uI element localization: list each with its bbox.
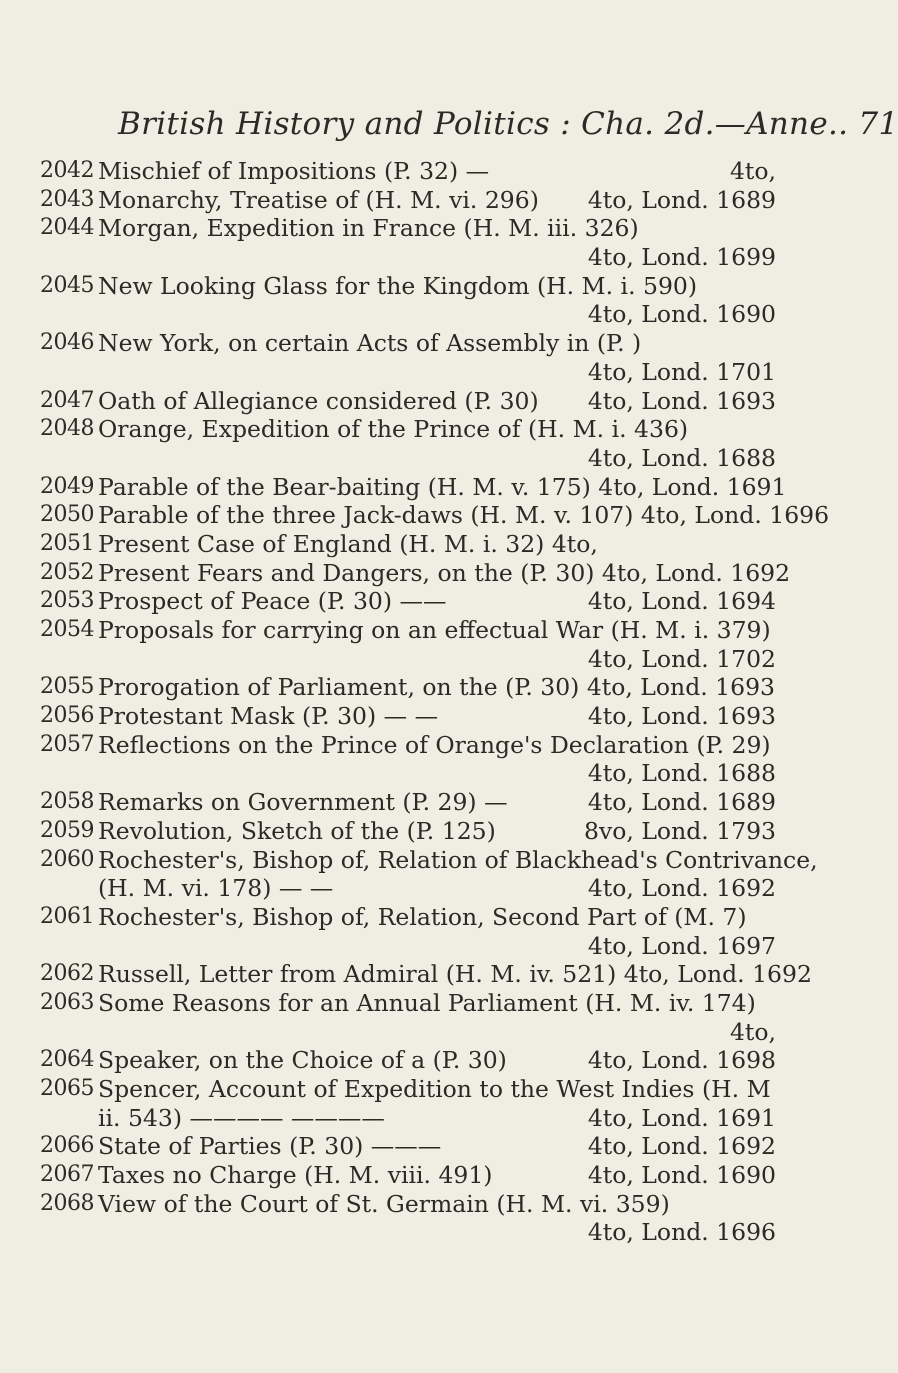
entry-imprint: 4to, Lond. 1691: [587, 1103, 776, 1132]
lot-number: 2062: [40, 961, 94, 987]
catalogue-entry: [40, 960, 812, 989]
entry-list: [40, 157, 830, 1247]
entry-imprint: 4to, Lond. 1699: [587, 243, 776, 272]
entry-imprint: 4to, Lond. 1693: [587, 386, 776, 415]
catalogue-entry: [40, 587, 776, 616]
entry-continuation: [40, 932, 776, 961]
catalogue-entry: [40, 1132, 776, 1161]
entry-title: Reflections on the Prince of Orange's Declaration (P. 29): [98, 730, 771, 759]
lot-number: 2053: [40, 588, 94, 614]
catalogue-entry: [40, 1161, 776, 1190]
entry-continuation: [40, 874, 776, 903]
entry-title: Prospect of Peace (P. 30) ——: [98, 587, 447, 616]
catalogue-entry: [40, 387, 776, 416]
catalogue-entry: [40, 272, 776, 301]
entry-imprint: 4to, Lond. 1689: [587, 185, 776, 214]
entry-title: Parable of the three Jack-daws (H. M. v. 107) 4to, Lond. 1696: [98, 501, 830, 530]
lot-number: 2044: [40, 215, 94, 241]
lot-number: 2068: [40, 1190, 94, 1216]
entry-title: New York, on certain Acts of Assembly in (P. ): [98, 329, 642, 358]
entry-continuation: [40, 1018, 776, 1047]
catalogue-entry: [40, 702, 776, 731]
entry-continuation: [40, 759, 776, 788]
catalogue-entry: [40, 501, 830, 530]
catalogue-entry: [40, 817, 776, 846]
catalogue-entry: [40, 673, 776, 702]
entry-imprint: 8vo, Lond. 1793: [584, 816, 776, 845]
catalogue-entry: [40, 731, 776, 760]
catalogue-entry: [40, 1075, 776, 1104]
entry-imprint: 4to, Lond. 1692: [587, 874, 776, 903]
lot-number: 2064: [40, 1047, 94, 1073]
entry-title: Revolution, Sketch of the (P. 125): [98, 816, 496, 845]
lot-number: 2067: [40, 1162, 94, 1188]
entry-title: View of the Court of St. Germain (H. M. vi. 359): [98, 1189, 670, 1218]
lot-number: 2061: [40, 903, 94, 929]
lot-number: 2057: [40, 731, 94, 757]
lot-number: 2050: [40, 502, 94, 528]
catalogue-entry: [40, 1046, 776, 1075]
entry-continuation: [40, 1104, 776, 1133]
lot-number: 2043: [40, 186, 94, 212]
entry-imprint: 4to, Lond. 1690: [587, 1161, 776, 1190]
entry-title: New Looking Glass for the Kingdom (H. M. i. 590): [98, 271, 698, 300]
entry-imprint: 4to,: [729, 157, 776, 185]
lot-number: 2058: [40, 789, 94, 815]
entry-title: State of Parties (P. 30) ———: [98, 1132, 442, 1161]
entry-imprint: 4to, Lond. 1701: [587, 357, 776, 386]
entry-imprint: 4to, Lond. 1696: [587, 1218, 776, 1247]
catalogue-entry: [40, 214, 776, 243]
entry-title: Rochester's, Bishop of, Relation of Blackhead's Contrivance,: [98, 845, 818, 874]
entry-continuation: [40, 243, 776, 272]
lot-number: 2047: [40, 387, 94, 413]
lot-number: 2052: [40, 559, 94, 585]
entry-title: Russell, Letter from Admiral (H. M. iv. 521) 4to, Lond. 1692: [98, 960, 812, 989]
catalogue-entry: [40, 415, 776, 444]
entry-title: Morgan, Expedition in France (H. M. iii. 326): [98, 214, 639, 243]
entry-title: Speaker, on the Choice of a (P. 30): [98, 1046, 507, 1075]
lot-number: 2045: [40, 272, 94, 298]
lot-number: 2048: [40, 416, 94, 442]
entry-title: Some Reasons for an Annual Parliament (H. M. iv. 174): [98, 988, 756, 1017]
entry-imprint: 4to, Lond. 1688: [587, 759, 776, 788]
entry-title: Present Case of England (H. M. i. 32) 4to,: [98, 529, 598, 558]
entry-imprint: 4to, Lond. 1694: [587, 587, 776, 616]
entry-title: Orange, Expedition of the Prince of (H. M. i. 436): [98, 415, 689, 444]
lot-number: 2054: [40, 617, 94, 642]
lot-number: 2065: [40, 1076, 94, 1101]
catalogue-entry: [40, 989, 776, 1018]
catalogue-entry: [40, 1190, 776, 1219]
lot-number: 2060: [40, 846, 94, 872]
entry-title: Proposals for carrying on an effectual War (H. M. i. 379): [98, 616, 771, 644]
entry-title: Present Fears and Dangers, on the (P. 30) 4to, Lond. 1692: [98, 558, 791, 587]
catalogue-entry: [40, 788, 776, 817]
lot-number: 2046: [40, 330, 94, 356]
catalogue-entry: [40, 616, 776, 645]
entry-imprint: 4to, Lond. 1689: [587, 788, 776, 817]
entry-title: Mischief of Impositions (P. 32) —: [98, 157, 490, 185]
lot-number: 2063: [40, 989, 94, 1015]
entry-title-continued: ii. 543) ———— ————: [98, 1103, 385, 1132]
lot-number: 2051: [40, 530, 94, 556]
catalogue-entry: [40, 329, 776, 358]
entry-continuation: [40, 358, 776, 387]
catalogue-entry: [40, 845, 818, 875]
lot-number: 2056: [40, 703, 94, 729]
entry-continuation: [40, 1218, 776, 1247]
entry-title: Remarks on Government (P. 29) —: [98, 788, 508, 817]
entry-title: Monarchy, Treatise of (H. M. vi. 296): [98, 185, 539, 214]
entry-imprint: 4to, Lond. 1692: [587, 1132, 776, 1161]
lot-number: 2059: [40, 817, 94, 843]
catalogue-entry: [40, 903, 776, 932]
catalogue-entry: [40, 186, 776, 215]
entry-title: Oath of Allegiance considered (P. 30): [98, 386, 539, 415]
entry-title: Prorogation of Parliament, on the (P. 30) 4to, Lond. 1693: [98, 673, 775, 702]
entry-continuation: [40, 645, 776, 674]
running-header: British History and Politics : Cha. 2d.—Anne.. 71: [118, 106, 898, 142]
lot-number: 2055: [40, 674, 94, 700]
catalogue-entry: [40, 157, 776, 186]
lot-number: 2042: [40, 158, 94, 183]
catalogue-entry: [40, 530, 776, 559]
entry-imprint: 4to,: [729, 1017, 776, 1046]
entry-title: Taxes no Charge (H. M. viii. 491): [98, 1161, 493, 1190]
entry-imprint: 4to, Lond. 1698: [587, 1046, 776, 1075]
entry-imprint: 4to, Lond. 1688: [587, 443, 776, 472]
entry-imprint: 4to, Lond. 1693: [587, 702, 776, 731]
entry-continuation: [40, 444, 776, 473]
entry-imprint: 4to, Lond. 1690: [587, 300, 776, 329]
entry-title: Rochester's, Bishop of, Relation, Second Part of (M. 7): [98, 902, 747, 931]
entry-imprint: 4to, Lond. 1697: [587, 931, 776, 960]
entry-title-continued: (H. M. vi. 178) — —: [98, 874, 334, 903]
catalogue-entry: [40, 472, 787, 502]
entry-title: Parable of the Bear-baiting (H. M. v. 175) 4to, Lond. 1691: [98, 472, 787, 501]
catalogue-entry: [40, 558, 791, 588]
entry-title: Protestant Mask (P. 30) — —: [98, 702, 439, 731]
entry-title: Spencer, Account of Expedition to the West Indies (H. M: [98, 1075, 771, 1103]
entry-continuation: [40, 300, 776, 329]
lot-number: 2066: [40, 1133, 94, 1159]
lot-number: 2049: [40, 473, 94, 499]
entry-imprint: 4to, Lond. 1702: [587, 644, 776, 673]
